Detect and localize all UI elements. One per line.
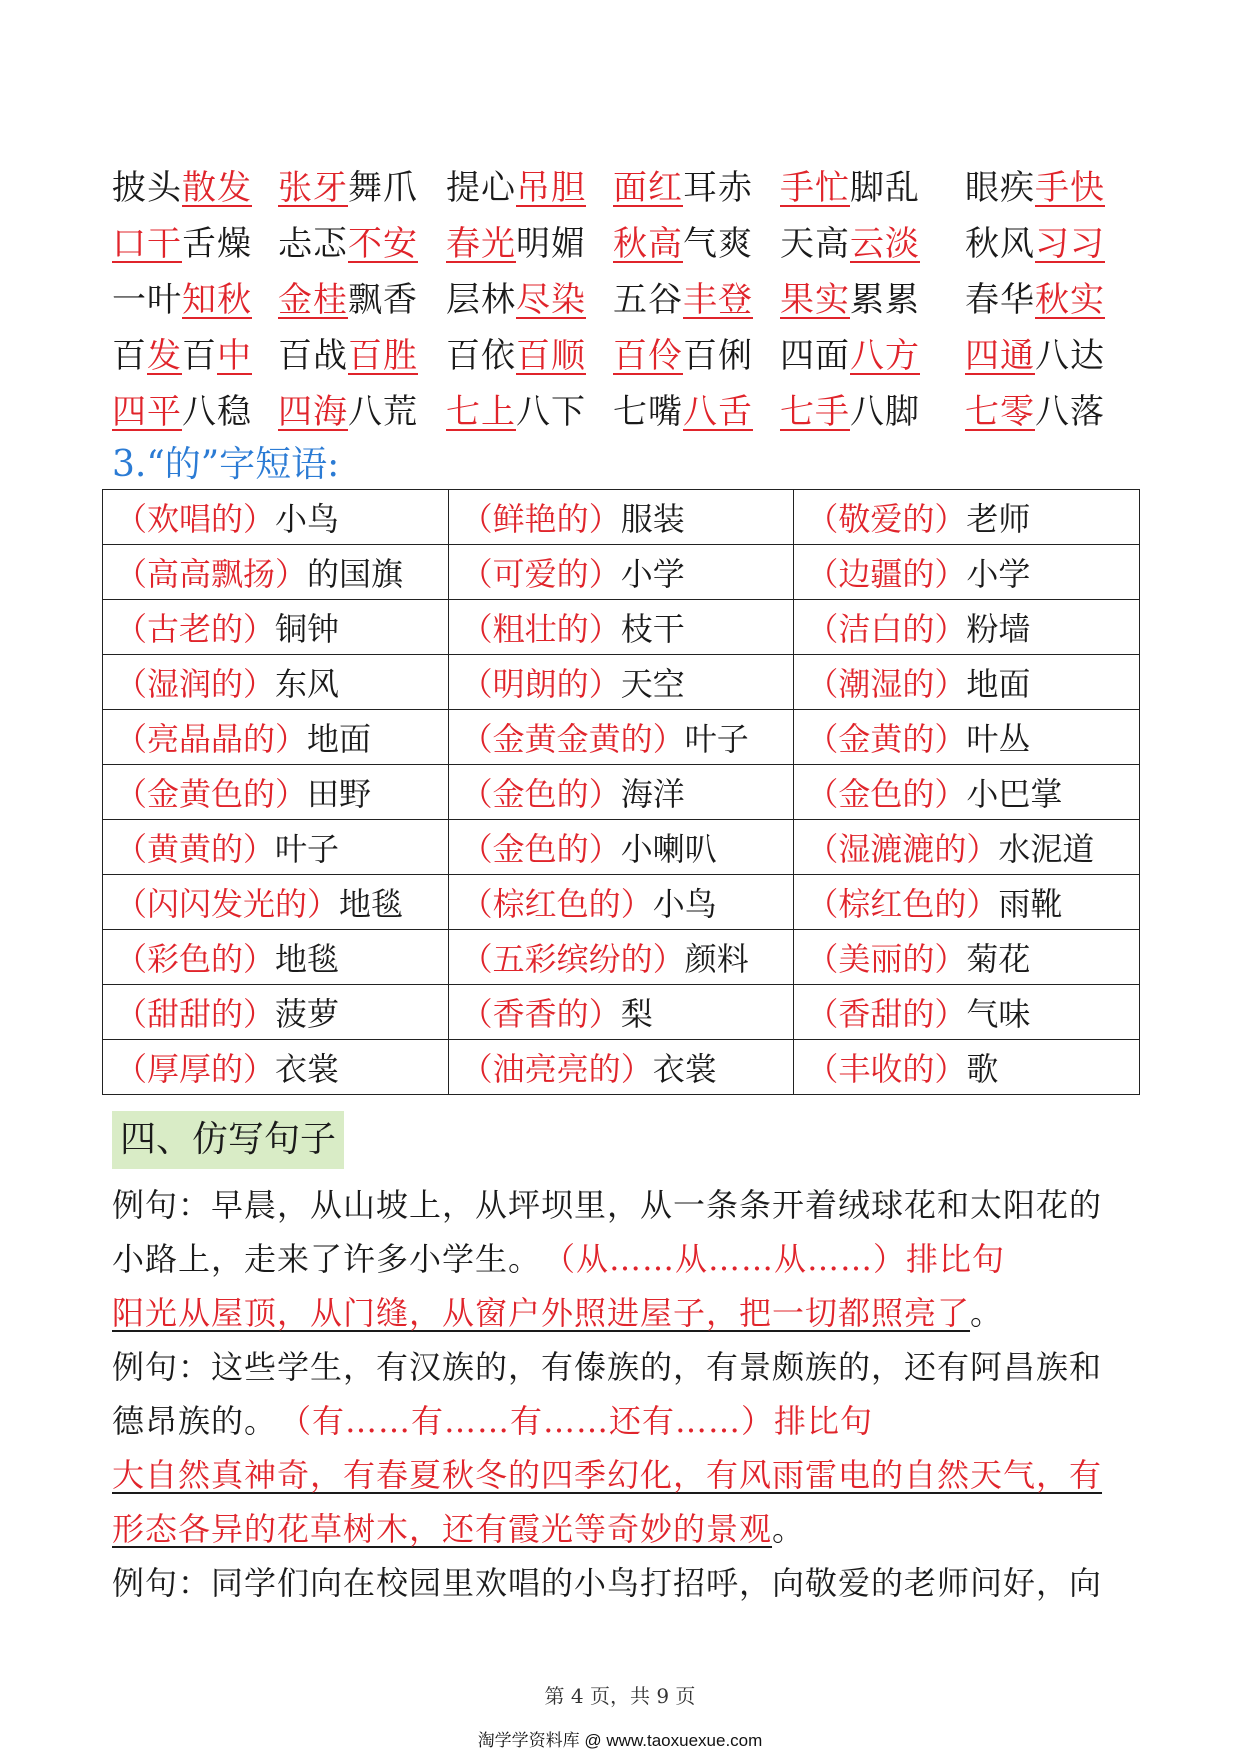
idiom: 果实累累 [780,280,920,320]
answer-adjective: 湿漉漉的 [838,830,967,868]
open-paren: （ [115,555,148,593]
table-row [103,545,1140,600]
noun: 服装 [620,500,685,538]
close-paren: ） [934,940,967,978]
table-cell [103,600,449,655]
answer-adjective: 甜甜的 [147,995,244,1033]
table-row [103,765,1140,820]
idiom: 张牙舞爪 [278,168,418,208]
open-paren: （ [115,610,148,648]
answer-adjective: 香甜的 [838,995,935,1033]
noun: 天空 [620,665,685,703]
table-cell [794,820,1140,875]
noun: 粉墙 [966,610,1031,648]
close-paren: ） [588,995,621,1033]
table-cell [448,710,794,765]
close-paren: ） [243,940,276,978]
idiom: 四海八荒 [278,392,418,432]
section-4-heading: 四、仿写句子 [112,1111,344,1169]
idiom: 七上八下 [446,392,586,432]
sentence-exercises [112,1178,1122,1610]
answer-adjective: 彩色的 [147,940,244,978]
answer-adjective: 金色的 [492,830,589,868]
answer-adjective: 厚厚的 [147,1050,244,1088]
open-paren: （ [806,555,839,593]
answer-adjective: 油亮亮的 [492,1050,621,1088]
table-cell [103,765,449,820]
answer-adjective: 金色的 [492,775,589,813]
close-paren: ） [588,610,621,648]
table-row [103,490,1140,545]
idiom: 忐忑不安 [278,224,418,264]
table-cell [448,600,794,655]
close-paren: ） [934,610,967,648]
answer-adjective: 高高飘扬 [147,555,276,593]
noun: 地毯 [275,940,340,978]
noun: 田野 [307,775,372,813]
answer-1 [112,1286,1122,1340]
idiom: 四平八稳 [112,392,252,432]
answer-adjective: 古老的 [147,610,244,648]
close-paren: ） [243,995,276,1033]
open-paren: （ [460,500,493,538]
close-paren: ） [620,1050,653,1088]
table-cell [103,820,449,875]
close-paren: ） [243,610,276,648]
answer-adjective: 美丽的 [838,940,935,978]
close-paren: ） [588,555,621,593]
open-paren: （ [115,995,148,1033]
idiom: 秋高气爽 [613,224,753,264]
open-paren: （ [460,1050,493,1088]
table-cell [794,655,1140,710]
table-cell [794,765,1140,820]
close-paren: ） [934,775,967,813]
noun: 叶子 [275,830,340,868]
close-paren: ） [275,720,308,758]
table-cell [794,490,1140,545]
table-cell [448,820,794,875]
open-paren: （ [806,940,839,978]
noun: 海洋 [620,775,685,813]
table-cell [794,985,1140,1040]
idiom: 一叶知秋 [112,280,252,320]
idiom: 金桂飘香 [278,280,418,320]
answer-adjective: 亮晶晶的 [147,720,276,758]
noun: 小鸟 [275,500,340,538]
table-cell [794,875,1140,930]
noun: 气味 [966,995,1031,1033]
open-paren: （ [806,720,839,758]
noun: 小喇叭 [620,830,717,868]
close-paren: ） [620,885,653,923]
close-paren: ） [275,775,308,813]
open-paren: （ [115,720,148,758]
answer-adjective: 欢唱的 [147,500,244,538]
idiom: 秋风习习 [965,224,1105,264]
close-paren: ） [275,555,308,593]
close-paren: ） [588,830,621,868]
close-paren: ） [934,720,967,758]
phrase-table [102,489,1140,1095]
noun: 菠萝 [275,995,340,1033]
open-paren: （ [460,720,493,758]
table-cell [448,985,794,1040]
close-paren: ） [934,665,967,703]
answer-adjective: 可爱的 [492,555,589,593]
idiom: 面红耳赤 [613,168,753,208]
noun: 东风 [275,665,340,703]
table-cell [448,655,794,710]
table-cell [103,985,449,1040]
answer-adjective: 棕红色的 [492,885,621,923]
phrase-table-body [103,490,1140,1095]
close-paren: ） [652,720,685,758]
close-paren: ） [934,995,967,1033]
answer-adjective: 金黄色的 [147,775,276,813]
idiom-row [112,216,1112,272]
close-paren: ） [652,940,685,978]
table-cell [448,930,794,985]
noun: 雨靴 [998,885,1063,923]
idiom-row [112,328,1112,384]
example-1-line-1: 例句：早晨，从山坡上，从坪坝里，从一条条开着绒球花和太阳花的 [112,1186,1103,1224]
noun: 菊花 [966,940,1031,978]
idiom-row [112,160,1112,216]
answer-adjective: 棕红色的 [838,885,967,923]
example-1-line-2 [112,1232,1122,1286]
table-cell [448,490,794,545]
close-paren: ） [243,500,276,538]
noun: 衣裳 [652,1050,717,1088]
noun: 地毯 [339,885,404,923]
noun: 枝干 [620,610,685,648]
noun: 小巴掌 [966,775,1063,813]
answer-2-text-2: 形态各异的花草树木，还有霞光等奇妙的景观 [112,1510,773,1548]
noun: 叶子 [684,720,749,758]
answer-2-punct: 。 [772,1510,806,1548]
close-paren: ） [966,830,999,868]
idiom: 天高云淡 [780,224,920,264]
table-cell [103,1040,449,1095]
idiom: 七手八脚 [780,392,920,432]
noun: 叶丛 [966,720,1031,758]
noun: 衣裳 [275,1050,340,1088]
answer-adjective: 闪闪发光的 [147,885,308,923]
noun: 地面 [966,665,1031,703]
open-paren: （ [460,555,493,593]
table-row [103,600,1140,655]
open-paren: （ [115,885,148,923]
noun: 老师 [966,500,1031,538]
idiom: 四通八达 [965,336,1105,376]
table-cell [103,490,449,545]
open-paren: （ [115,500,148,538]
example-1-text: 小路上，走来了许多小学生。 [112,1240,542,1278]
idiom: 层林尽染 [446,280,586,320]
noun: 小学 [966,555,1031,593]
answer-adjective: 敬爱的 [838,500,935,538]
idiom: 披头散发 [112,168,252,208]
open-paren: （ [806,995,839,1033]
table-cell [103,545,449,600]
close-paren: ） [307,885,340,923]
open-paren: （ [806,885,839,923]
close-paren: ） [588,775,621,813]
close-paren: ） [934,1050,967,1088]
open-paren: （ [806,500,839,538]
close-paren: ） [243,1050,276,1088]
answer-adjective: 明朗的 [492,665,589,703]
open-paren: （ [806,830,839,868]
answer-2-line-1 [112,1448,1122,1502]
table-cell [794,545,1140,600]
open-paren: （ [460,775,493,813]
answer-adjective: 黄黄的 [147,830,244,868]
answer-adjective: 粗壮的 [492,610,589,648]
open-paren: （ [115,665,148,703]
answer-adjective: 丰收的 [838,1050,935,1088]
noun: 水泥道 [998,830,1095,868]
table-cell [794,710,1140,765]
table-cell [794,600,1140,655]
table-row [103,710,1140,765]
table-cell [103,710,449,765]
idiom: 百依百顺 [446,336,586,376]
close-paren: ） [588,665,621,703]
table-cell [103,930,449,985]
answer-1-text: 阳光从屋顶，从门缝，从窗户外照进屋子，把一切都照亮了 [112,1294,971,1332]
table-cell [103,655,449,710]
open-paren: （ [806,665,839,703]
table-row [103,875,1140,930]
idiom: 眼疾手快 [965,168,1105,208]
noun: 地面 [307,720,372,758]
table-cell [794,1040,1140,1095]
table-row [103,820,1140,875]
idiom-row [112,384,1112,440]
idiom: 七嘴八舌 [613,392,753,432]
answer-adjective: 五彩缤纷的 [492,940,653,978]
answer-adjective: 湿润的 [147,665,244,703]
idiom: 百伶百俐 [613,336,753,376]
idiom-row [112,272,1112,328]
close-paren: ） [243,830,276,868]
open-paren: （ [115,830,148,868]
example-1-pattern: （从……从……从……）排比句 [559,1240,1006,1278]
open-paren: （ [806,775,839,813]
answer-2-text-1: 大自然真神奇，有春夏秋冬的四季幻化，有风雨雷电的自然天气，有 [112,1456,1103,1494]
table-cell [448,765,794,820]
open-paren: （ [115,775,148,813]
page-number: 第 4 页，共 9 页 [544,1684,696,1708]
idiom: 百战百胜 [278,336,418,376]
example-2-text: 德昂族的。 [112,1402,278,1440]
answer-adjective: 潮湿的 [838,665,935,703]
open-paren: （ [460,665,493,703]
table-row [103,1040,1140,1095]
open-paren: （ [460,940,493,978]
table-cell [448,1040,794,1095]
table-cell [103,875,449,930]
close-paren: ） [934,555,967,593]
example-3-line-1: 例句：同学们向在校园里欢唱的小鸟打招呼，向敬爱的老师问好，向 [112,1564,1103,1602]
idiom-grid [112,160,1112,440]
section-3-heading: 3.“的”字短语: [112,444,340,485]
table-cell [794,930,1140,985]
example-2-line-1: 例句：这些学生，有汉族的，有傣族的，有景颇族的，还有阿昌族和 [112,1348,1103,1386]
example-2-line-2 [112,1394,1122,1448]
idiom: 春光明媚 [446,224,586,264]
open-paren: （ [460,830,493,868]
noun: 颜料 [684,940,749,978]
noun: 小学 [620,555,685,593]
idiom: 四面八方 [780,336,920,376]
idiom: 七零八落 [965,392,1105,432]
open-paren: （ [806,610,839,648]
answer-adjective: 边疆的 [838,555,935,593]
answer-adjective: 鲜艳的 [492,500,589,538]
idiom: 提心吊胆 [446,168,586,208]
close-paren: ） [934,500,967,538]
site-footer: 淘学学资料库 @ www.taoxuexue.com [477,1731,763,1750]
close-paren: ） [588,500,621,538]
example-2-pattern: （有……有……有……还有……）排比句 [295,1402,874,1440]
idiom: 百发百中 [112,336,252,376]
open-paren: （ [806,1050,839,1088]
table-row [103,930,1140,985]
open-paren: （ [460,610,493,648]
open-paren: （ [460,995,493,1033]
answer-adjective: 洁白的 [838,610,935,648]
noun: 铜钟 [275,610,340,648]
idiom: 手忙脚乱 [780,168,920,208]
answer-adjective: 金色的 [838,775,935,813]
close-paren: ） [966,885,999,923]
table-row [103,655,1140,710]
noun: 的国旗 [307,555,404,593]
open-paren: （ [115,940,148,978]
close-paren: ） [243,665,276,703]
table-cell [448,545,794,600]
table-cell [448,875,794,930]
idiom: 五谷丰登 [613,280,753,320]
idiom: 春华秋实 [965,280,1105,320]
answer-adjective: 金黄的 [838,720,935,758]
answer-2-line-2 [112,1502,1122,1556]
idiom: 口干舌燥 [112,224,252,264]
answer-1-punct: 。 [970,1294,1004,1332]
answer-adjective: 香香的 [492,995,589,1033]
answer-adjective: 金黄金黄的 [492,720,653,758]
table-row [103,985,1140,1040]
noun: 歌 [966,1050,999,1088]
noun: 小鸟 [652,885,717,923]
noun: 梨 [620,995,653,1033]
open-paren: （ [115,1050,148,1088]
open-paren: （ [460,885,493,923]
